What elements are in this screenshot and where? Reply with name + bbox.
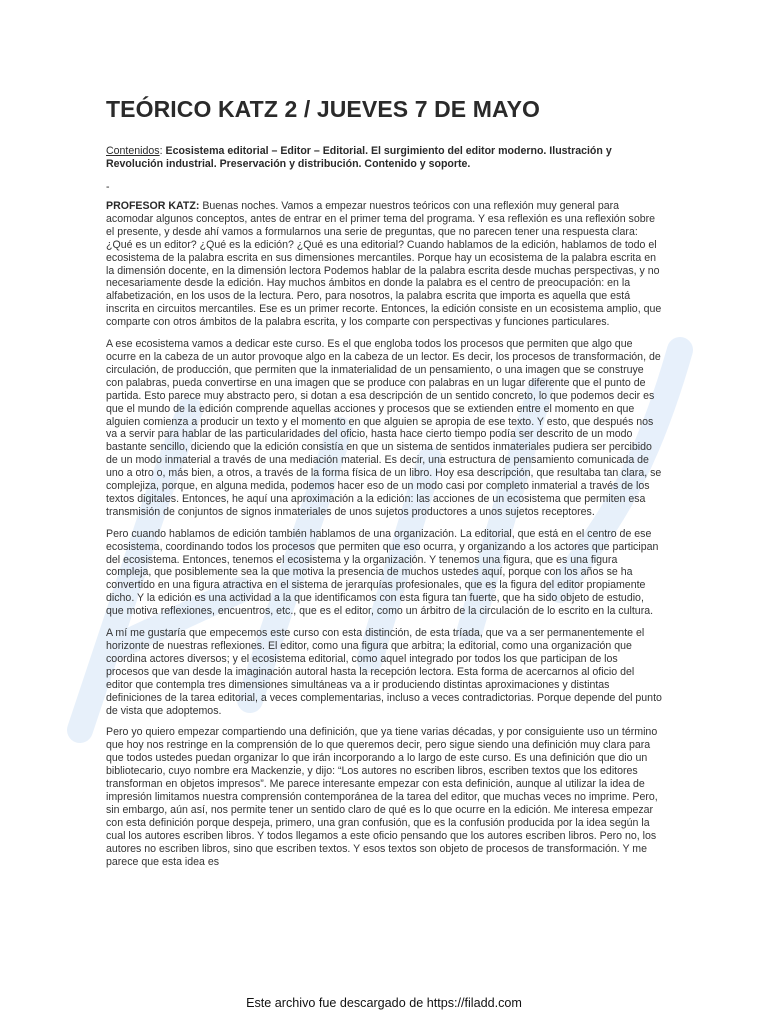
document-title: TEÓRICO KATZ 2 / JUEVES 7 DE MAYO	[106, 96, 540, 122]
paragraph: Pero cuando hablamos de edición también hablamos de una organización. La editorial, que está en el centro de ese ecosistema, coordinando todos los procesos que permiten que eso ocurra, y organizando a los actores que participan del ecosistema. Entonces, tenemos el ecosistema y la organización. Y tenemos una figura, que es una figura compleja, que posiblemente sea la que motiva la presencia de muchos ustedes aquí, porque con los años se ha convertido en una figura atractiva en el sistema de jerarquías profesionales, que es la figura del editor propiamente dicho. Y la edición es una actividad a la que identificamos con esta figura tan fuerte, que ha sido objeto de estudio, que motiva reflexiones, encuentros, etc., que es el editor, como un árbitro de la circulación de lo escrito en la cultura.	[106, 527, 659, 618]
separator-dash: -	[106, 181, 110, 193]
footer-text: Este archivo fue descargado de	[246, 996, 427, 1010]
speaker-label: PROFESOR KATZ:	[106, 200, 200, 212]
contents-line	[106, 145, 662, 171]
download-footer	[0, 996, 768, 1010]
paragraph: A mí me gustaría que empecemos este curso con esta distinción, de esta tríada, que va a ser permanentemente el horizonte de nuestras reflexiones. El editor, como una figura que arbitra; la editorial, como una organización que coordina actores diversos; y el ecosistema editorial, como aquel integrado por todos los que participan de los procesos que van desde la imaginación autoral hasta la recepción lectora. Esta forma de acercarnos al oficio del editor que contempla tres dimensiones simultáneas va a ir produciendo distintas aproximaciones y distintas definiciones de la tarea editorial, a veces complementarias, incluso a veces contradictorias. Porque depende del punto de vista que adoptemos.	[106, 627, 662, 717]
contents-text: Ecosistema editorial – Editor – Editorial. El surgimiento del editor moderno. Ilustración y Revolución industrial. Preservación y distribución. Contenido y soporte.	[106, 145, 612, 170]
paragraph-text: Buenas noches. Vamos a empezar nuestros teóricos con una reflexión muy general para acomodar algunos conceptos, antes de entrar en el primer tema del programa. Y esa reflexión es una reflexión sobre el presente, y desde ahí vamos a formularnos una serie de preguntas, que no parecen tener una respuesta clara: ¿Qué es un editor? ¿Qué es la edición? ¿Qué es una editorial? Cuando hablamos de la edición, hablamos de todo el ecosistema de la palabra escrita en sus dimensiones mercantiles. Porque hay un ecosistema de la palabra escrita en la dimensión docente, en la dimensión lectora Podemos hablar de la palabra escrita desde muchas perspectivas, y no necesariamente desde la edición. Hay muchos ámbitos en donde la palabra es el centro de preocupación: en la alfabetización, en los usos de la lectura. Pero, para nosotros, la palabra escrita que importa es aquella que está inscrita en circuitos mercantiles. Ese es un primer recorte. Entonces, la edición consiste en un ecosistema amplio, que comparte con otros ámbitos de la palabra escrita, y los comparte con perspectivas y funciones particulares.	[106, 200, 662, 329]
contents-separator: :	[159, 145, 166, 157]
footer-link[interactable]: https://filadd.com	[426, 996, 522, 1010]
contents-label: Contenidos	[106, 145, 160, 157]
paragraph	[106, 200, 662, 329]
paragraph: A ese ecosistema vamos a dedicar este curso. Es el que engloba todos los procesos que permiten que algo que ocurre en la cabeza de un autor provoque algo en la cabeza de un lector. Es decir, los procesos de transformación, de circulación, de producción, que permiten que la inmaterialidad de un pensamiento, o una imagen que se construye con palabras, pueda convertirse en una imagen que se produce con palabras en un lugar diferente que el punto de partida. Esto parece muy abstracto pero, si dotan a esa descripción de un sentido concreto, lo que podemos decir es que el mundo de la edición comprende aquellas acciones y procesos que se extienden entre el momento en que alguien comienza a producir un texto y el momento en que alguien se apropia de ese texto. Y esto, que después nos va a servir para hablar de las particularidades del oficio, hasta hace cierto tiempo podía ser descrito de un modo bastante sencillo, diciendo que la edición consistía en que un sistema de sentidos inmateriales pudiera ser percibido de un modo inmaterial a través de una mediación material. Es decir, una estructura de pensamiento comunicada de uno a otro o, más bien, a otros, a través de la forma física de un libro. Hoy esa descripción, que resultaba tan clara, se complejiza, porque, en alguna medida, podemos hacer eso de un modo casi por completo inmaterial a través de los textos digitales. Entonces, he aquí una aproximación a la edición: las acciones de un ecosistema que permiten esa transmisión de conjuntos de signos inmateriales de unos sujetos productores a unos sujetos receptores.	[106, 338, 662, 518]
document-page	[106, 96, 662, 877]
paragraph: Pero yo quiero empezar compartiendo una definición, que ya tiene varias décadas, y por consiguiente uso un término que hoy nos restringe en la comprensión de lo que queremos decir, pero sigue siendo una definición muy clara para que todos ustedes puedan organizar lo que irán incorporando a lo largo de este curso. Es una definición que dio un bibliotecario, cuyo nombre era Mackenzie, y dijo: “Los autores no escriben libros, escriben textos que los editores transforman en objetos impresos”. Me parece interesante empezar con esta definición, aunque al utilizar la idea de impresión limitamos nuestra comprensión contemporánea de la tarea del editor, que muchas veces no imprime. Pero, sin embargo, aún así, nos permite tener un sentido claro de qué es lo que ocurre en la edición. Me interesa empezar con esta definición porque despeja, primero, una gran confusión, que es la confusión producida por la idea según la cual los autores escriben libros. Y todos llegamos a este oficio pensando que los autores escriben libros. Pero no, los autores no escriben libros, sino que escriben textos. Y esos textos son objeto de procesos de transformación. Y me parece que esta idea es	[106, 726, 658, 868]
